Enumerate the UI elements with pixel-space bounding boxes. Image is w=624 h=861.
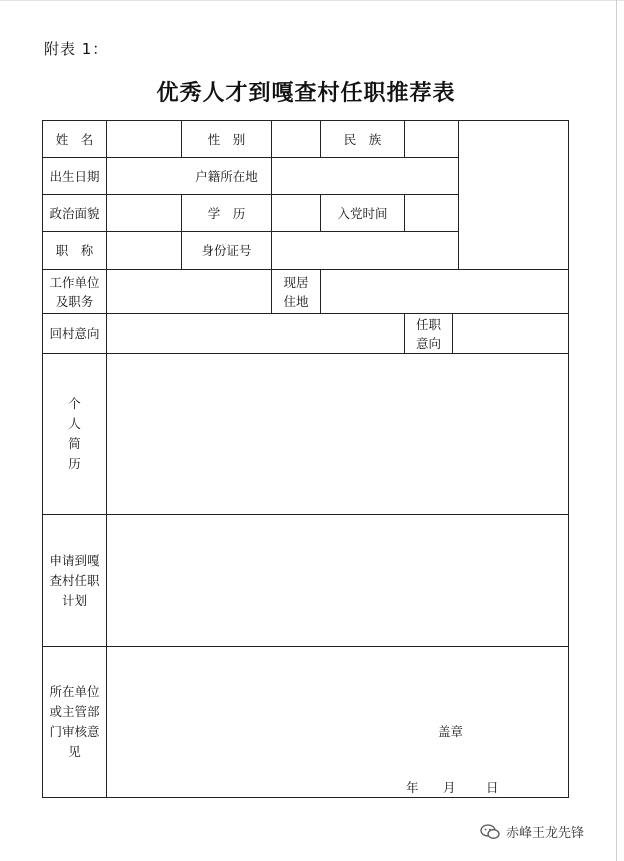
grid-line	[42, 797, 569, 798]
label-line: 意向	[415, 335, 441, 351]
label-line: 门审核意	[49, 724, 100, 739]
label-line: 或主管部	[49, 704, 100, 719]
current-residence-field[interactable]	[321, 270, 568, 313]
label-name: 姓 名	[55, 131, 94, 147]
grid-line	[568, 120, 569, 798]
page-right-edge	[616, 0, 617, 861]
label-char: 人	[68, 416, 81, 431]
ethnicity-field[interactable]	[405, 121, 458, 157]
label-line: 工作单位	[49, 274, 100, 290]
date-day-label: 日	[486, 780, 499, 795]
label-position-intention	[405, 314, 452, 353]
page-top-edge	[0, 0, 624, 1]
label-char: 个	[68, 396, 81, 411]
label-political-status: 政治面貌	[49, 205, 100, 221]
label-line: 及职务	[55, 293, 94, 309]
gender-field[interactable]	[272, 121, 320, 157]
household-registration-field[interactable]	[272, 158, 458, 194]
label-education: 学 历	[207, 205, 246, 221]
label-line: 所在单位	[49, 684, 100, 699]
name-field[interactable]	[107, 121, 181, 157]
work-unit-field[interactable]	[107, 270, 271, 313]
date-year-label: 年	[406, 780, 419, 795]
label-review-opinion	[43, 647, 106, 797]
label-position-plan	[43, 515, 106, 646]
id-number-field[interactable]	[272, 232, 458, 269]
label-char: 简	[68, 436, 81, 451]
professional-title-field[interactable]	[107, 232, 181, 269]
label-line: 计划	[61, 592, 87, 608]
annex-label: 附表 1：	[44, 40, 109, 58]
watermark-text: 赤峰王龙先锋	[506, 826, 585, 841]
education-field[interactable]	[272, 195, 320, 231]
seal-label: 盖章	[438, 724, 464, 739]
birth-date-field[interactable]	[107, 158, 181, 194]
label-char: 历	[68, 456, 81, 471]
watermark	[480, 822, 584, 841]
position-intention-field[interactable]	[453, 314, 568, 353]
personal-resume-field[interactable]	[107, 354, 568, 514]
label-party-join-date: 入党时间	[337, 205, 388, 221]
date-month-label: 月	[443, 780, 456, 795]
label-line: 现居	[283, 274, 309, 290]
form-title: 优秀人才到嘎查村任职推荐表	[156, 80, 456, 106]
return-intention-field[interactable]	[107, 314, 404, 353]
political-status-field[interactable]	[107, 195, 181, 231]
wechat-icon	[480, 824, 500, 840]
label-personal-resume	[43, 354, 106, 514]
label-line: 任职	[415, 316, 441, 332]
label-return-intention: 回村意向	[49, 326, 100, 341]
label-ethnicity: 民 族	[343, 131, 382, 147]
label-professional-title: 职 称	[55, 243, 94, 258]
label-line: 查村任职	[49, 572, 100, 588]
review-opinion-field[interactable]	[107, 647, 568, 797]
label-line: 申请到嘎	[49, 552, 100, 568]
label-household-registration: 户籍所在地	[195, 168, 258, 184]
label-gender: 性 别	[207, 131, 246, 147]
label-id-number: 身份证号	[201, 243, 252, 258]
label-current-residence	[272, 270, 320, 313]
label-work-unit	[43, 270, 106, 313]
photo-area[interactable]	[459, 121, 568, 269]
label-birth-date: 出生日期	[49, 168, 100, 184]
position-plan-field[interactable]	[107, 515, 568, 646]
party-join-date-field[interactable]	[405, 195, 458, 231]
label-line: 住地	[283, 293, 309, 309]
label-line: 见	[68, 744, 81, 759]
